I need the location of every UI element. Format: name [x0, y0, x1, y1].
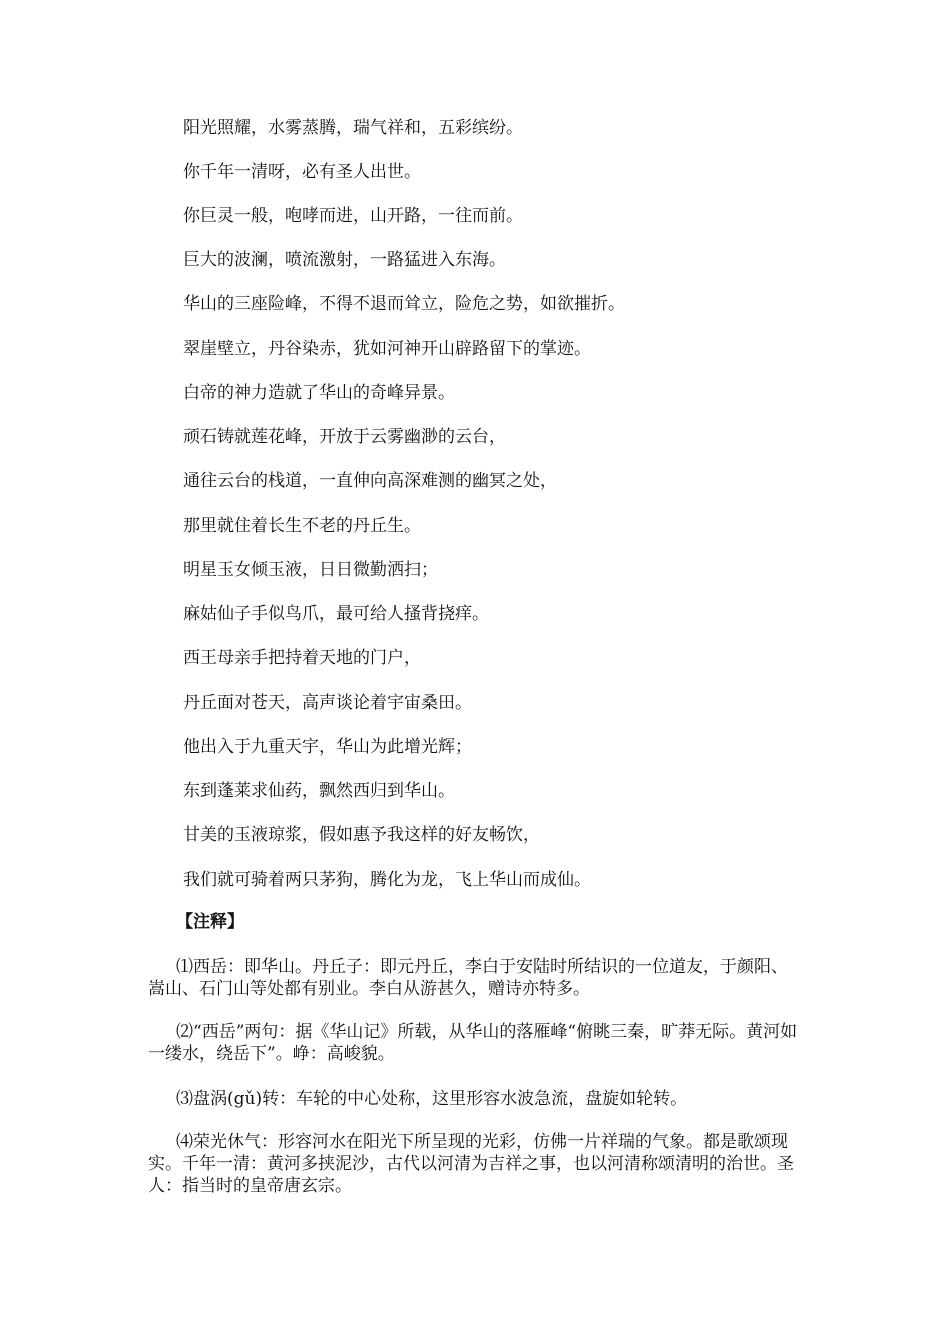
poem-line: 他出入于九重天宇，华山为此增光辉； [183, 737, 472, 757]
poem-line: 西王母亲手把持着天地的门户， [183, 648, 421, 668]
poem-line: 我们就可骑着两只茅狗，腾化为龙，飞上华山而成仙。 [183, 870, 591, 890]
poem-line: 白帝的神力造就了华山的奇峰异景。 [183, 383, 455, 403]
poem-line: 你巨灵一般，咆哮而进，山开路，一往而前。 [183, 206, 523, 226]
poem-line: 明星玉女倾玉液，日日微勤洒扫； [183, 560, 438, 580]
note-item: ⑴西岳：即华山。丹丘子：即元丹丘，李白于安陆时所结识的一位道友，于颜阳、嵩山、石门山等处都有别业。李白从游甚久，赠诗亦特多。 [148, 957, 788, 999]
note-item: ⑷荣光休气：形容河水在阳光下所呈现的光彩，仿佛一片祥瑞的气象。都是歌颂现实。千年一清：黄河多挟泥沙，古代以河清为吉祥之事，也以河清称颂清明的治世。圣人：指当时的皇帝唐玄宗。 [148, 1132, 794, 1196]
poem-line: 巨大的波澜，喷流激射，一路猛进入东海。 [183, 250, 506, 270]
poem-line: 东到蓬莱求仙药，飘然西归到华山。 [183, 781, 455, 801]
poem-line: 你千年一清呀，必有圣人出世。 [183, 162, 421, 182]
note-item: ⑶盘涡(gǔ)转：车轮的中心处称，这里形容水波急流，盘旋如轮转。 [176, 1089, 688, 1109]
poem-line: 丹丘面对苍天，高声谈论着宇宙桑田。 [183, 693, 472, 713]
poem-line: 顽石铸就莲花峰，开放于云雾幽渺的云台， [183, 427, 506, 447]
poem-line: 那里就住着长生不老的丹丘生。 [183, 516, 421, 536]
poem-line: 华山的三座险峰，不得不退而耸立，险危之势，如欲摧折。 [183, 294, 625, 314]
notes-heading: 【注释】 [176, 912, 244, 932]
note-item: ⑵“西岳”两句：据《华山记》所载，从华山的落雁峰“俯眺三秦，旷莽无际。黄河如一缕水，绕岳下”。峥：高峻貌。 [148, 1022, 798, 1064]
poem-line: 麻姑仙子手似鸟爪，最可给人搔背挠痒。 [183, 604, 489, 624]
poem-line: 甘美的玉液琼浆，假如惠予我这样的好友畅饮， [183, 825, 540, 845]
poem-line: 翠崖壁立，丹谷染赤，犹如河神开山辟路留下的掌迹。 [183, 339, 591, 359]
poem-line: 通往云台的栈道，一直伸向高深难测的幽冥之处， [183, 471, 557, 491]
poem-line: 阳光照耀，水雾蒸腾，瑞气祥和，五彩缤纷。 [183, 118, 523, 138]
